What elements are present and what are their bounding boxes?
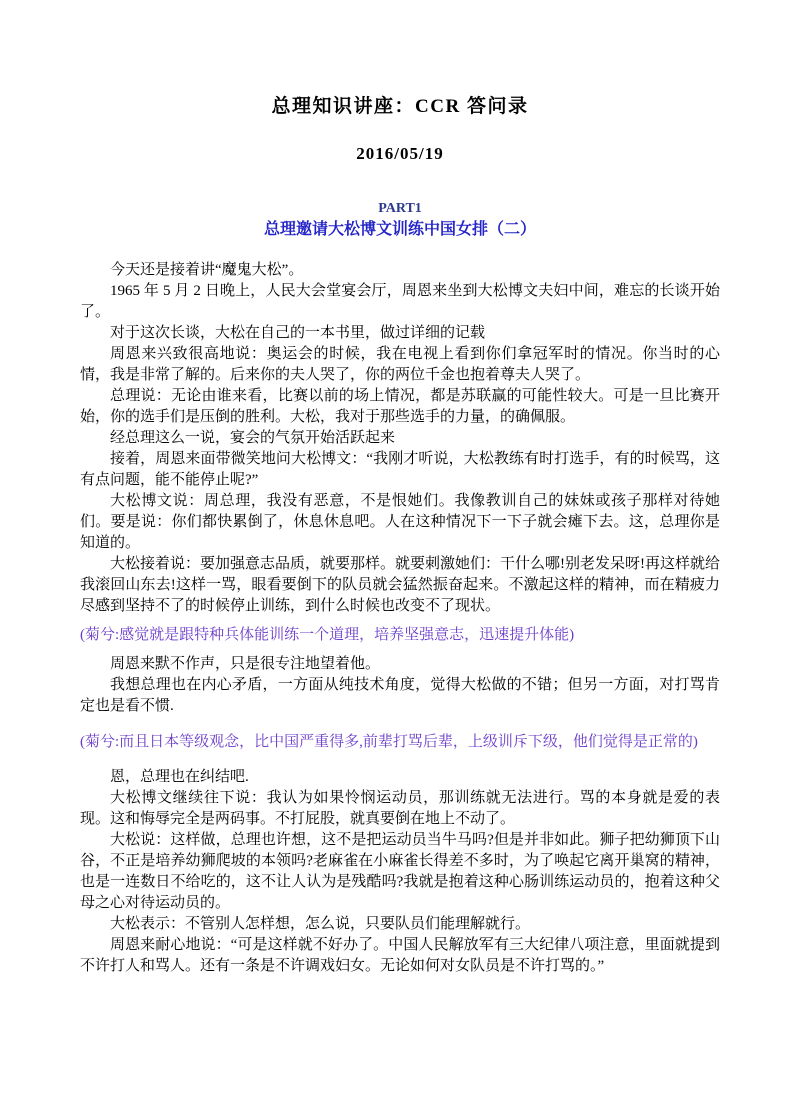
- body-paragraph: 我想总理也在内心矛盾，一方面从纯技术角度，觉得大松做的不错；但另一方面，对打骂肯定也是看不惯.: [80, 677, 720, 714]
- body-paragraph: 经总理这么一说，宴会的气氛开始活跃起来: [110, 430, 396, 446]
- body-paragraph: 对于这次长谈，大松在自己的一本书里，做过详细的记载: [110, 325, 486, 341]
- body-paragraph: 今天还是接着讲“魔鬼大松”。: [110, 262, 304, 278]
- document-body: [80, 260, 720, 977]
- body-paragraph: 大松博文说：周总理，我没有恶意，不是恨她们。我像教训自己的妹妹或孩子那样对待她们。要是说：你们都快累倒了，休息休息吧。人在这种情况下一下子就会瘫下去。这，总理你是知道的。: [80, 493, 720, 551]
- body-paragraph: 大松博文继续往下说：我认为如果怜悯运动员，那训练就无法进行。骂的本身就是爱的表现。这和悔辱完全是两码事。不打屁股，就真要倒在地上不动了。: [80, 790, 720, 827]
- body-paragraph: 大松说：这样做，总理也许想，这不是把运动员当牛马吗?但是并非如此。狮子把幼狮顶下山谷，不正是培养幼狮爬坡的本领吗?老麻雀在小麻雀长得差不多时，为了唤起它离开巢窝的精神，也是一连数日不给吃的，这不让人认为是残酷吗?我就是抱着这种心肠训练运动员的，抱着这种父母之心对待运动员的。: [80, 832, 720, 911]
- body-paragraph: 大松接着说：要加强意志品质，就要那样。就要刺激她们：干什么哪!别老发呆呀!再这样就给我滚回山东去!这样一骂，眼看要倒下的队员就会猛然振奋起来。不激起这样的精神，而在精疲力尽感到坚持不了的时候停止训练，到什么时候也改变不了现状。: [80, 556, 720, 614]
- body-paragraph: 大松表示：不管别人怎样想，怎么说，只要队员们能理解就行。: [110, 916, 531, 932]
- annotation-paragraph: (菊兮:而且日本等级观念，比中国严重得多,前辈打骂后辈，上级训斥下级，他们觉得是正常的): [80, 734, 698, 750]
- body-paragraph: 周恩来兴致很高地说：奥运会的时候，我在电视上看到你们拿冠军时的情况。你当时的心情，我是非常了解的。后来你的夫人哭了，你的两位千金也抱着尊夫人哭了。: [80, 346, 720, 383]
- body-paragraph: 恩，总理也在纠结吧.: [110, 769, 249, 785]
- section-title: 总理邀请大松博文训练中国女排（二）: [263, 221, 536, 238]
- body-paragraph: 周恩来默不作声，只是很专注地望着他。: [110, 656, 381, 672]
- body-paragraph: 接着，周恩来面带微笑地问大松博文：“我刚才听说，大松教练有时打选手，有的时候骂，这有点问题，能不能停止呢?”: [80, 451, 720, 488]
- body-paragraph: 1965 年 5 月 2 日晚上，人民大会堂宴会厅，周恩来坐到大松博文夫妇中间，难忘的长谈开始了。: [80, 283, 720, 320]
- document-title: 总理知识讲座：CCR 答问录: [271, 96, 529, 117]
- document-date: 2016/05/19: [356, 144, 444, 163]
- body-paragraph: 周恩来耐心地说：“可是这样就不好办了。中国人民解放军有三大纪律八项注意，里面就提到不许打人和骂人。还有一条是不许调戏妇女。无论如何对女队员是不许打骂的。”: [80, 937, 720, 974]
- part-label: PART1: [378, 201, 422, 216]
- annotation-paragraph: (菊兮:感觉就是跟特种兵体能训练一个道理，培养坚强意志，迅速提升体能): [80, 627, 575, 643]
- body-paragraph: 总理说：无论由谁来看，比赛以前的场上情况，都是苏联赢的可能性较大。可是一旦比赛开始，你的选手们是压倒的胜利。大松，我对于那些选手的力量，的确佩服。: [80, 388, 720, 425]
